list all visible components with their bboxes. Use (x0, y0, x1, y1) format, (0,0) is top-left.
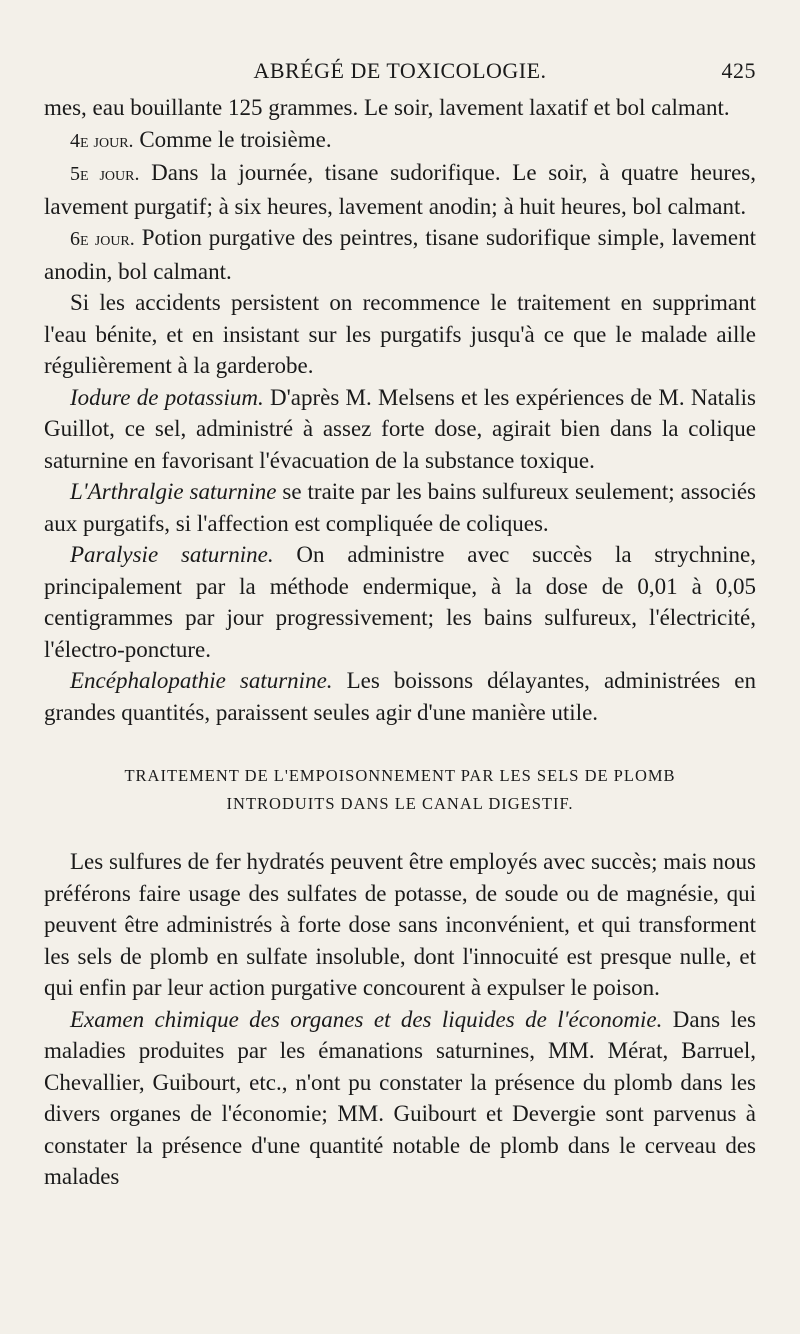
paragraph (44, 665, 756, 728)
page-number: 425 (721, 58, 756, 83)
running-title: ABRÉGÉ DE TOXICOLOGIE. (253, 58, 547, 83)
paragraph (44, 476, 756, 539)
paragraph: Si les accidents persistent on recommence le traitement en supprimant l'eau bénite, et en insistant sur les purgatifs jusqu'à ce que le malade aille régulièrement à la garderobe. (44, 290, 756, 378)
paragraph-lead: Encéphalopathie saturnine. (70, 668, 333, 693)
paragraph-text: D'après M. Melsens et les expériences de M. Natalis Guillot, ce sel, administré à assez forte dose, agirait bien dans la colique saturnine en favorisant l'évacuation de la substance toxique. (44, 384, 757, 473)
paragraph-text: Dans la journée, tisane sudorifique. Le soir, à quatre heures, lavement purgatif; à six heures, lavement anodin; à huit heures, bol calmant. (44, 160, 756, 219)
paragraph-text: Les boissons délayantes, administrées en grandes quantités, paraissent seules agir d'une manière utile. (44, 668, 756, 725)
paragraph-text: se traite par les bains sulfureux seulement; associés aux purgatifs, si l'affection est compliquée de coliques. (44, 479, 756, 536)
section-heading (44, 762, 756, 818)
section-heading-line: TRAITEMENT DE L'EMPOISONNEMENT PAR LES SELS DE PLOMB (124, 766, 676, 785)
running-head (44, 58, 756, 92)
day-label: 6e jour. (70, 228, 135, 250)
day-label: 5e jour. (70, 163, 140, 185)
paragraph-text: Dans les maladies produites par les émanations saturnines, MM. Mérat, Barruel, Chevallier, Guibourt, etc., n'ont pu constater la présence du plomb dans les divers organes de l'économie; MM. Guibourt et Devergie sont parvenus à constater la présence d'une quantité notable de plomb dans le cerveau des malades (44, 1006, 757, 1189)
paragraph (44, 157, 756, 222)
paragraph-text: Comme le troisième. (133, 126, 332, 152)
day-label: 4e jour. (70, 129, 134, 152)
paragraph: Les sulfures de fer hydratés peuvent être employés avec succès; mais nous préférons faire usage des sulfates de potasse, de soude ou de magnésie, qui peuvent être administrés à forte dose sans inconvénient, et qui transforment les sels de plomb en sulfate insoluble, dont l'innocuité est presque nulle, et qui enfin par leur action purgative concourent à expulser le poison. (44, 849, 756, 1000)
paragraph (44, 382, 756, 477)
paragraph (44, 1004, 756, 1193)
paragraph (44, 124, 756, 158)
section-body (44, 846, 756, 1193)
body-text (44, 92, 756, 728)
paragraph: mes, eau bouillante 125 grammes. Le soir, lavement laxatif et bol calmant. (44, 95, 730, 120)
paragraph (44, 539, 756, 665)
section-heading-line: INTRODUITS DANS LE CANAL DIGESTIF. (226, 794, 574, 813)
paragraph-lead: Examen chimique des organes et des liquides de l'économie. (70, 1006, 663, 1032)
paragraph-lead: Iodure de potassium. (70, 384, 264, 410)
paragraph-lead: Paralysie saturnine. (70, 542, 274, 567)
paragraph-text: On administre avec succès la strychnine, principalement par la méthode endermique, à la dose de 0,01 à 0,05 centigrammes par jour progressivement; les bains sulfureux, l'électricité, l'électro-poncture. (44, 542, 756, 662)
paragraph-lead: L'Arthralgie saturnine (70, 479, 277, 504)
paragraph-text: Potion purgative des peintres, tisane sudorifique simple, lavement anodin, bol calmant. (44, 225, 756, 284)
paragraph (44, 222, 756, 287)
